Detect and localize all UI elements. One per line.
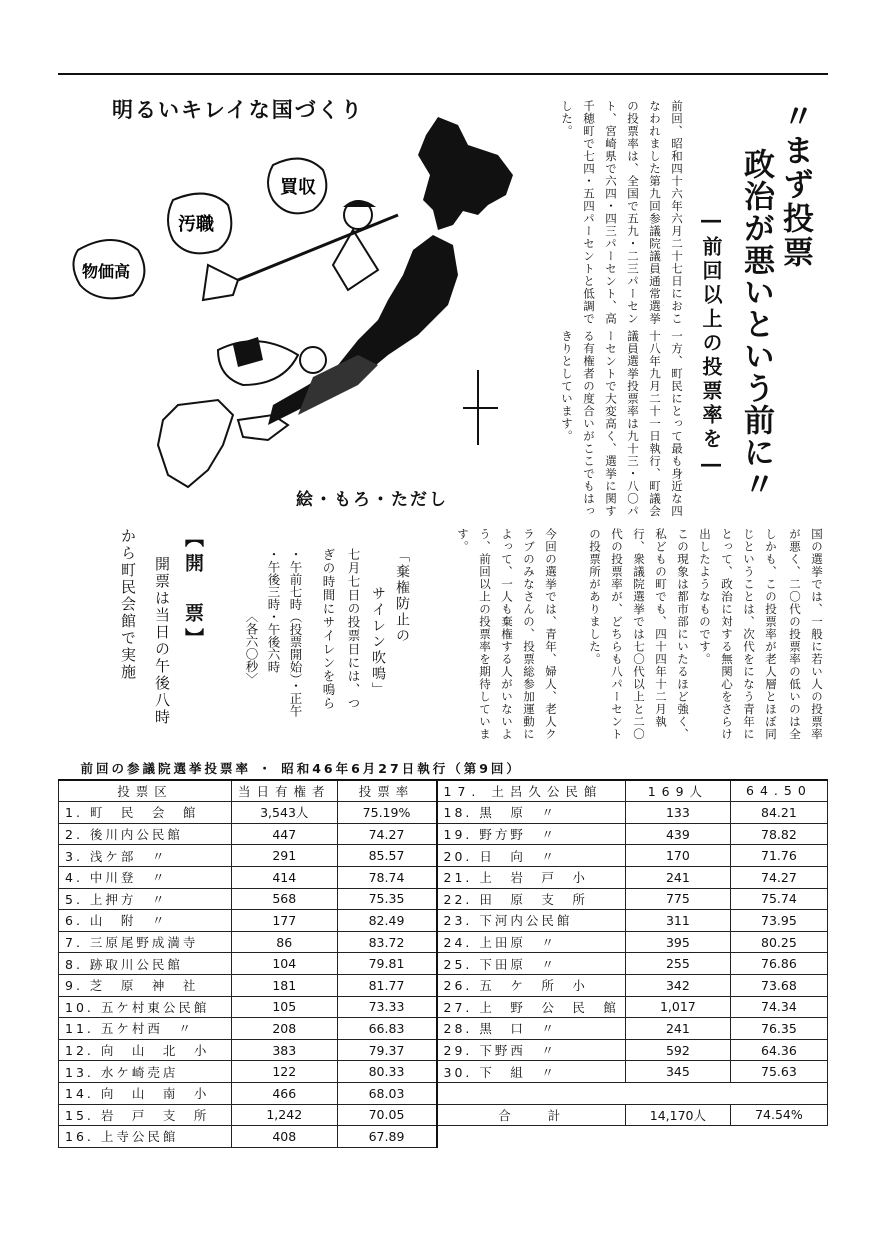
table-cell-rate: 79.37	[337, 1039, 437, 1061]
table-cell-voters: 3,543人	[232, 802, 338, 824]
table-cell-voters: 466	[232, 1082, 338, 1104]
table-cell-rate: 74.27	[337, 823, 437, 845]
table-cell-rate: 80.33	[337, 1061, 437, 1083]
header-district: 投票区	[59, 780, 232, 802]
table-cell-name: 28. 黒 口 〃	[437, 1018, 626, 1040]
table-row	[59, 802, 828, 824]
table-cell-name: 29. 下野西 〃	[437, 1039, 626, 1061]
table-row	[59, 845, 828, 867]
table-cell-name: 14. 向 山 南 小	[59, 1082, 232, 1104]
table-cell-rate: 64.50	[730, 780, 827, 802]
table-row	[59, 1082, 828, 1104]
table-cell-voters: 568	[232, 888, 338, 910]
table-cell-rate: 66.83	[337, 1018, 437, 1040]
table-row	[59, 910, 828, 932]
table-cell-rate: 76.86	[730, 953, 827, 975]
table-cell-rate: 73.68	[730, 974, 827, 996]
table-cell-voters: 105	[232, 996, 338, 1018]
table-cell-rate: 80.25	[730, 931, 827, 953]
table-cell-name: 21. 上 岩 戸 小	[437, 866, 626, 888]
header-voters: 当日有権者	[232, 780, 338, 802]
illustration-signature: 絵・もろ・ただし	[296, 490, 448, 510]
table-caption: 前回の参議院選挙投票率 ・ 昭和46年6月27日執行（第9回）	[59, 758, 828, 780]
table-cell-name: 26. 五 ケ 所 小	[437, 974, 626, 996]
table-cell-rate: 68.03	[337, 1082, 437, 1104]
table-cell-name: 24. 上田原 〃	[437, 931, 626, 953]
headline-subtitle: ―前回以上の投票率を―	[699, 208, 723, 480]
worker-head	[300, 347, 326, 373]
article-para-1: 前回、昭和四十六年六月二十七日におこなわれました第九回参議院議員通常選挙の投票率は、全国で五九・二三パーセント、宮崎県で六四・四三パーセント、高千穂町で七四・五四パーセントと低調でした。	[560, 100, 684, 325]
headline-line1: 〃まず投票	[777, 100, 813, 270]
table-cell-voters: 104	[232, 953, 338, 975]
table-cell-name: 23. 下河内公民館	[437, 910, 626, 932]
table-cell-voters: 447	[232, 823, 338, 845]
header-rate: 投票率	[337, 780, 437, 802]
table-cell-rate: 75.35	[337, 888, 437, 910]
illustration-caption: 明るいキレイな国づくり	[112, 98, 364, 122]
siren-title-1: 「棄権防止の	[394, 548, 410, 644]
table-cell-rate: 74.27	[730, 866, 827, 888]
siren-body: 七月七日の投票日には、つぎの時間にサイレンを鳴ら	[321, 548, 361, 710]
table-row	[59, 888, 828, 910]
table-row	[59, 931, 828, 953]
table-cell-rate: 70.05	[337, 1104, 437, 1126]
article-para-4: しかも、この投票率が老人層とほぼ同じということは、次代をになう青年にとって、政治に対する無関心をさらけ出したようなものです。	[698, 528, 778, 741]
table-cell-name: 12. 向 山 北 小	[59, 1039, 232, 1061]
map-hokkaido	[418, 117, 513, 230]
table-row	[59, 1061, 828, 1083]
table-cell-name: 6. 山 附 〃	[59, 910, 232, 932]
table-cell-name: 3. 浅ケ部 〃	[59, 845, 232, 867]
label-bukka: 物価高	[82, 262, 131, 281]
top-rule	[58, 73, 828, 75]
table-cell-name: 22. 田 原 支 所	[437, 888, 626, 910]
table-cell-voters: 208	[232, 1018, 338, 1040]
table-row	[59, 866, 828, 888]
table-cell-rate: 83.72	[337, 931, 437, 953]
table-cell-voters: 342	[625, 974, 730, 996]
table-cell-rate: 78.74	[337, 866, 437, 888]
table-cell-voters: 170	[625, 845, 730, 867]
siren-note: 〈各六〇秒〉	[244, 610, 259, 685]
table-cell-voters: 177	[232, 910, 338, 932]
table-cell-name: 2. 後川内公民館	[59, 823, 232, 845]
table-cell-name: 1. 町 民 会 館	[59, 802, 232, 824]
table-cell-name: 18. 黒 原 〃	[437, 802, 626, 824]
table-cell-rate: 76.35	[730, 1018, 827, 1040]
table-cell-name: 7. 三原尾野成満寺	[59, 931, 232, 953]
table-cell-voters: 383	[232, 1039, 338, 1061]
table-cell-name: 27. 上 野 公 民 館	[437, 996, 626, 1018]
table-cell-rate: 73.95	[730, 910, 827, 932]
table-cell-name: 13. 水ケ崎売店	[59, 1061, 232, 1083]
table-cell-name: 8. 跡取川公民館	[59, 953, 232, 975]
table-cell-voters: 169人	[625, 780, 730, 802]
label-kaishu: 買収	[280, 177, 316, 198]
table-cell-voters: 345	[625, 1061, 730, 1083]
table-cell-name: 20. 日 向 〃	[437, 845, 626, 867]
table-cell-rate: 75.63	[730, 1061, 827, 1083]
table-cell-name: 15. 岩 戸 支 所	[59, 1104, 232, 1126]
table-cell-name: 16. 上寺公民館	[59, 1126, 232, 1148]
table-cell-rate: 75.19%	[337, 802, 437, 824]
siren-item-1: ・午前七時（投票開始）・正午	[288, 548, 303, 717]
table-total-rate: 74.54%	[730, 1104, 827, 1126]
table-cell-rate: 85.57	[337, 845, 437, 867]
table-cell-voters: 1,242	[232, 1104, 338, 1126]
table-cell-rate: 74.34	[730, 996, 827, 1018]
table-row	[59, 996, 828, 1018]
article-para-2: 一方、町民にとって最も身近な四十八年九月二十一日執行、町議会議員選挙投票率は九十三・八〇パーセントで大変高く、選挙に関する有権者の度合いがここでもはっきりとしています。	[560, 330, 684, 518]
table-cell-voters: 408	[232, 1126, 338, 1148]
table-cell-rate: 78.82	[730, 823, 827, 845]
table-cell-voters: 86	[232, 931, 338, 953]
table-cell-rate: 81.77	[337, 974, 437, 996]
table-cell-voters: 592	[625, 1039, 730, 1061]
table-row	[59, 1104, 828, 1126]
counting-body-2: から町民会館で実施	[119, 528, 137, 681]
label-oshoku: 汚職	[178, 214, 214, 235]
table-cell-rate: 84.21	[730, 802, 827, 824]
table-cell-empty	[437, 1082, 828, 1104]
article-para-3: 国の選挙では、一般に若い人の投票率が悪く、二〇代の投票率の低いのは全	[788, 528, 824, 741]
table-cell-voters: 291	[232, 845, 338, 867]
table-cell-rate: 82.49	[337, 910, 437, 932]
broom-head	[203, 265, 238, 300]
article-para-6: 今回の選挙では、青年、婦人、老人クラブのみなさんの、投票総参加運動によって、一人も棄権する人がいないよう、前回以上の投票率を期待しています。	[456, 528, 558, 741]
table-row	[59, 823, 828, 845]
turnout-table	[58, 758, 828, 1148]
table-total-label: 合 計	[437, 1104, 626, 1126]
table-cell-voters: 414	[232, 866, 338, 888]
table-cell-voters: 241	[625, 866, 730, 888]
siren-title-2: サイレン吹鳴」	[370, 586, 386, 698]
table-cell-name: 5. 上押方 〃	[59, 888, 232, 910]
table-cell-rate: 79.81	[337, 953, 437, 975]
table-cell-voters: 241	[625, 1018, 730, 1040]
table-cell-voters: 1,017	[625, 996, 730, 1018]
table-row	[59, 974, 828, 996]
table-cell-name: 10. 五ケ村東公民館	[59, 996, 232, 1018]
counting-body-1: 開票は当日の午後八時	[153, 556, 171, 726]
table-cell-name: 30. 下 組 〃	[437, 1061, 626, 1083]
counting-title: 【開 票】	[182, 528, 204, 653]
table-cell-rate: 64.36	[730, 1039, 827, 1061]
table-row: 17. 土呂久公民館	[437, 780, 626, 802]
cartoon-illustration	[58, 115, 520, 520]
table-row	[59, 1018, 828, 1040]
table-cell-voters: 122	[232, 1061, 338, 1083]
table-cell-voters: 775	[625, 888, 730, 910]
table-cell-voters: 255	[625, 953, 730, 975]
table-row	[59, 1039, 828, 1061]
table-cell-voters: 181	[232, 974, 338, 996]
table-cell-name: 9. 芝 原 神 社	[59, 974, 232, 996]
table-row	[59, 953, 828, 975]
table-row	[59, 1126, 828, 1148]
siren-item-2: ・午後三時・午後六時	[266, 548, 281, 673]
table-cell-rate: 73.33	[337, 996, 437, 1018]
table-cell-voters: 395	[625, 931, 730, 953]
table-cell-voters: 311	[625, 910, 730, 932]
map-kyushu	[158, 400, 233, 487]
table-cell-rate: 71.76	[730, 845, 827, 867]
table-cell-empty	[437, 1126, 828, 1148]
table-cell-voters: 439	[625, 823, 730, 845]
table-cell-rate: 67.89	[337, 1126, 437, 1148]
table-total-voters: 14,170人	[625, 1104, 730, 1126]
table-cell-voters: 133	[625, 802, 730, 824]
headline-line2: 政治が悪いという前に〃	[738, 148, 774, 500]
table-cell-name: 11. 五ケ村西 〃	[59, 1018, 232, 1040]
table-cell-name: 19. 野方野 〃	[437, 823, 626, 845]
table-cell-name: 25. 下田原 〃	[437, 953, 626, 975]
table-cell-name: 4. 中川登 〃	[59, 866, 232, 888]
article-para-5: この現象は都市部にいたるほど強く、私どもの町でも、四十四年十二月執行、衆議院選挙では七〇代以上と二〇代の投票率が、どちらも八パーセントの投票所がありました。	[588, 528, 690, 741]
table-cell-rate: 75.74	[730, 888, 827, 910]
